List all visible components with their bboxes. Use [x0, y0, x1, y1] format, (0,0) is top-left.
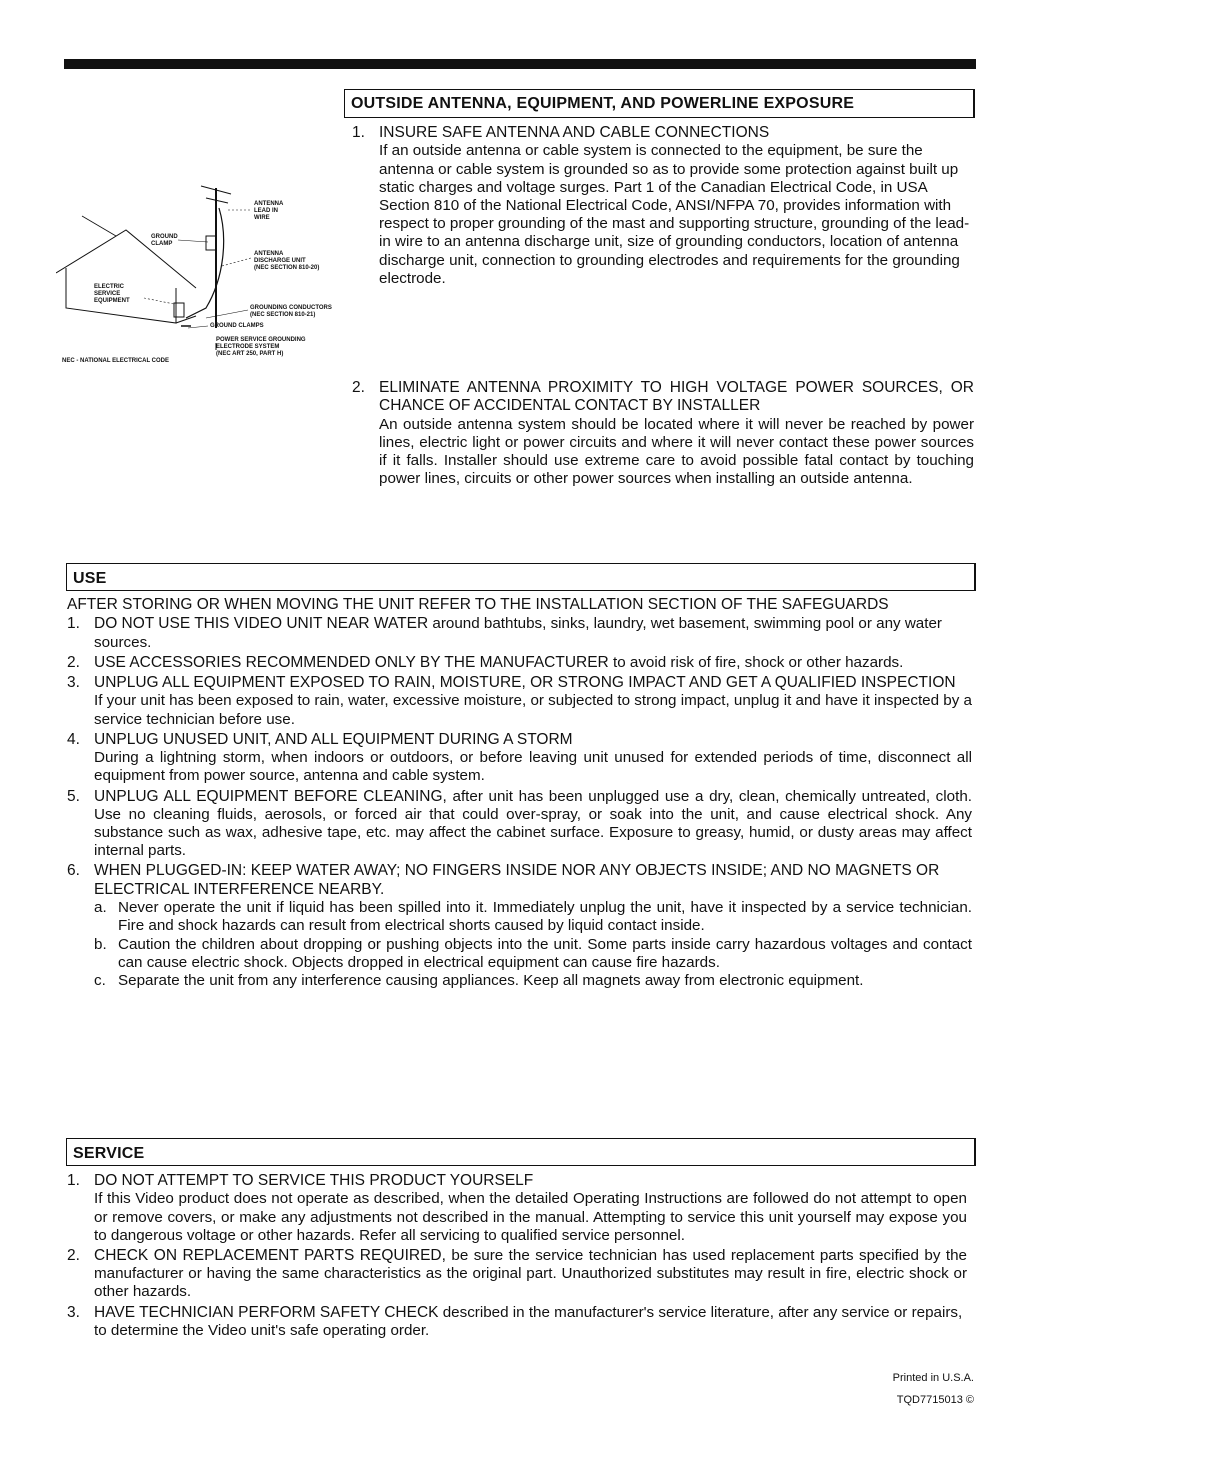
service-section-body [67, 1172, 967, 1340]
subitem-letter: a. [94, 899, 107, 917]
label-antenna-lead-in-3: WIRE [254, 215, 270, 221]
item-number: 1. [67, 1172, 80, 1189]
item-title: UNPLUG ALL EQUIPMENT BEFORE CLEANING, [94, 787, 447, 805]
item-title: UNPLUG UNUSED UNIT, AND ALL EQUIPMENT DURING A STORM [94, 730, 573, 748]
label-ground-clamps: GROUND CLAMPS [210, 323, 264, 329]
label-antenna-lead-in: ANTENNA [254, 201, 284, 207]
item-title: UNPLUG ALL EQUIPMENT EXPOSED TO RAIN, MOISTURE, OR STRONG IMPACT AND GET A QUALIFIED INSPECTION [94, 674, 956, 692]
service-item-3 [67, 1304, 967, 1340]
section-header-service: SERVICE [66, 1138, 976, 1166]
subitem-letter: c. [94, 972, 106, 990]
printed-in-usa: Printed in U.S.A. [892, 1372, 974, 1384]
subitem-letter: b. [94, 935, 107, 953]
item-body: If your unit has been exposed to rain, water, excessive moisture, or subjected to strong impact, unplug it and have it inspected by a service technician before use. [94, 692, 972, 728]
use-item-3 [67, 674, 972, 729]
label-ground-clamp-2: CLAMP [151, 241, 173, 247]
outside-item-1 [352, 124, 976, 288]
use-item-4 [67, 731, 972, 786]
item-title: DO NOT ATTEMPT TO SERVICE THIS PRODUCT YOURSELF [94, 1172, 534, 1189]
item-body: An outside antenna system should be located where it will never be reached by power lines, electric light or power circuits and where it will never contact these power sources if it falls. Installer should use extreme care to avoid possible fatal contact by touching power lines, circuits or other power sources when installing an outside antenna. [379, 415, 974, 488]
service-item-1 [67, 1172, 967, 1245]
label-electric-service-3: EQUIPMENT [94, 298, 130, 304]
item-body: If an outside antenna or cable system is connected to the equipment, be sure the antenna or cable system is grounded so as to provide some protection against built up static charges and voltage surges. Part 1 of the Canadian Electrical Code, in USA Section 810 of the National Electrical Code, ANSI/NFPA 70, provides information with respect to proper grounding of the mast and supporting structure, grounding of the lead-in wire to an antenna discharge unit, size of grounding conductors, location of antenna discharge unit, connection to grounding electrodes and requirements for the grounding electrode. [379, 142, 970, 287]
document-code: TQD7715013 © [896, 1394, 974, 1406]
antenna-grounding-diagram [56, 178, 346, 368]
item-number: 2. [67, 1247, 80, 1265]
item-number: 2. [67, 653, 80, 671]
item-number: 4. [67, 730, 80, 748]
item-number: 2. [352, 379, 365, 396]
service-item-2 [67, 1247, 967, 1302]
use-subitem-a [94, 899, 972, 935]
outside-item-2 [352, 379, 974, 489]
item-number: 1. [67, 615, 80, 633]
item-body: If this Video product does not operate as described, when the detailed Operating Instructions are followed do not attempt to open or remove covers, or make any adjustments not described in the manual. Attempting to service this unit yourself may expose you to dangerous voltage or other hazards. Refer all servicing to qualified service personnel. [94, 1190, 967, 1244]
item-title: DO NOT USE THIS VIDEO UNIT NEAR WATER [94, 615, 429, 633]
item-title: WHEN PLUGGED-IN: KEEP WATER AWAY; NO FINGERS INSIDE NOR ANY OBJECTS INSIDE; AND NO MAGNETS OR ELECTRICAL INTERFERENCE NEARBY. [94, 862, 940, 898]
section-header-outside-antenna: OUTSIDE ANTENNA, EQUIPMENT, AND POWERLINE EXPOSURE [344, 89, 975, 118]
item-body: During a lightning storm, when indoors or outdoors, or before leaving unit unused for extended periods of time, disconnect all equipment from power source, antenna and cable system. [94, 749, 972, 785]
item-body: be sure the service technician has used replacement parts specified by the manufacturer or having the same characteristics as the original part. Unauthorized substitutes may result in fire, electric shock or other hazards. [94, 1247, 967, 1301]
label-antenna-discharge: ANTENNA [254, 251, 284, 257]
item-body: described in the manufacturer's service literature, after any service or repairs, to determine the Video unit's safe operating order. [94, 1303, 963, 1339]
use-subitem-c [94, 972, 972, 990]
item-number: 6. [67, 862, 80, 880]
item-body: after unit has been unplugged use a dry, clean, chemically untreated, cloth. Use no cleaning fluids, aerosols, or forced air that could over-spray, or soak into the unit, and cause electrical shock. Any substance such as wax, adhesive tape, etc. may affect the cabinet surface. Exposure to greasy, humid, or dusty areas may affect internal parts. [94, 787, 972, 860]
label-electric-service: ELECTRIC [94, 284, 124, 290]
subitem-text: Caution the children about dropping or pushing objects into the unit. Some parts inside carry hazardous voltages and contact can cause electric shock. Objects dropped in electrical equipment can cause fire hazards. [118, 935, 972, 971]
section-header-use: USE [66, 563, 976, 591]
label-antenna-discharge-3: (NEC SECTION 810-20) [254, 265, 320, 271]
item-body: to avoid risk of fire, shock or other hazards. [608, 653, 904, 671]
item-number: 3. [67, 1303, 80, 1321]
item-title: INSURE SAFE ANTENNA AND CABLE CONNECTIONS [379, 124, 770, 141]
item-title: USE ACCESSORIES RECOMMENDED ONLY BY THE MANUFACTURER [94, 653, 609, 671]
use-subitem-b [94, 936, 972, 972]
use-intro: AFTER STORING OR WHEN MOVING THE UNIT REFER TO THE INSTALLATION SECTION OF THE SAFEGUARDS [67, 596, 889, 613]
label-antenna-lead-in-2: LEAD IN [254, 208, 278, 214]
subitem-text: Separate the unit from any interference causing appliances. Keep all magnets away from electronic equipment. [118, 972, 864, 990]
item-body: around bathtubs, sinks, laundry, wet basement, swimming pool or any water sources. [94, 615, 942, 651]
item-number: 1. [352, 124, 365, 141]
use-item-5 [67, 788, 972, 861]
label-power-service-grounding-3: (NEC ART 250, PART H) [216, 351, 284, 357]
label-grounding-conductors: GROUNDING CONDUCTORS [250, 305, 332, 311]
item-title: CHECK ON REPLACEMENT PARTS REQUIRED, [94, 1247, 446, 1265]
label-electric-service-2: SERVICE [94, 291, 121, 297]
label-power-service-grounding-2: ELECTRODE SYSTEM [216, 344, 280, 350]
item-number: 3. [67, 674, 80, 692]
use-item-6 [67, 862, 972, 990]
use-item-2 [67, 654, 972, 672]
item-number: 5. [67, 787, 80, 805]
item-title: HAVE TECHNICIAN PERFORM SAFETY CHECK [94, 1303, 439, 1321]
label-antenna-discharge-2: DISCHARGE UNIT [254, 258, 306, 264]
label-power-service-grounding: POWER SERVICE GROUNDING [216, 337, 306, 343]
use-section-body [67, 596, 972, 990]
use-item-1 [67, 615, 972, 651]
label-grounding-conductors-2: (NEC SECTION 810-21) [250, 312, 316, 318]
label-nec-legend: NEC - NATIONAL ELECTRICAL CODE [62, 358, 170, 364]
item-title: ELIMINATE ANTENNA PROXIMITY TO HIGH VOLTAGE POWER SOURCES, OR CHANCE OF ACCIDENTAL CONTACT BY INSTALLER [379, 379, 974, 415]
label-ground-clamp: GROUND [151, 234, 178, 240]
top-rule [64, 59, 976, 69]
subitem-text: Never operate the unit if liquid has been spilled into it. Immediately unplug the unit, have it inspected by a service technician. Fire and shock hazards can result from electrical shorts caused by liquid contact inside. [118, 899, 972, 935]
